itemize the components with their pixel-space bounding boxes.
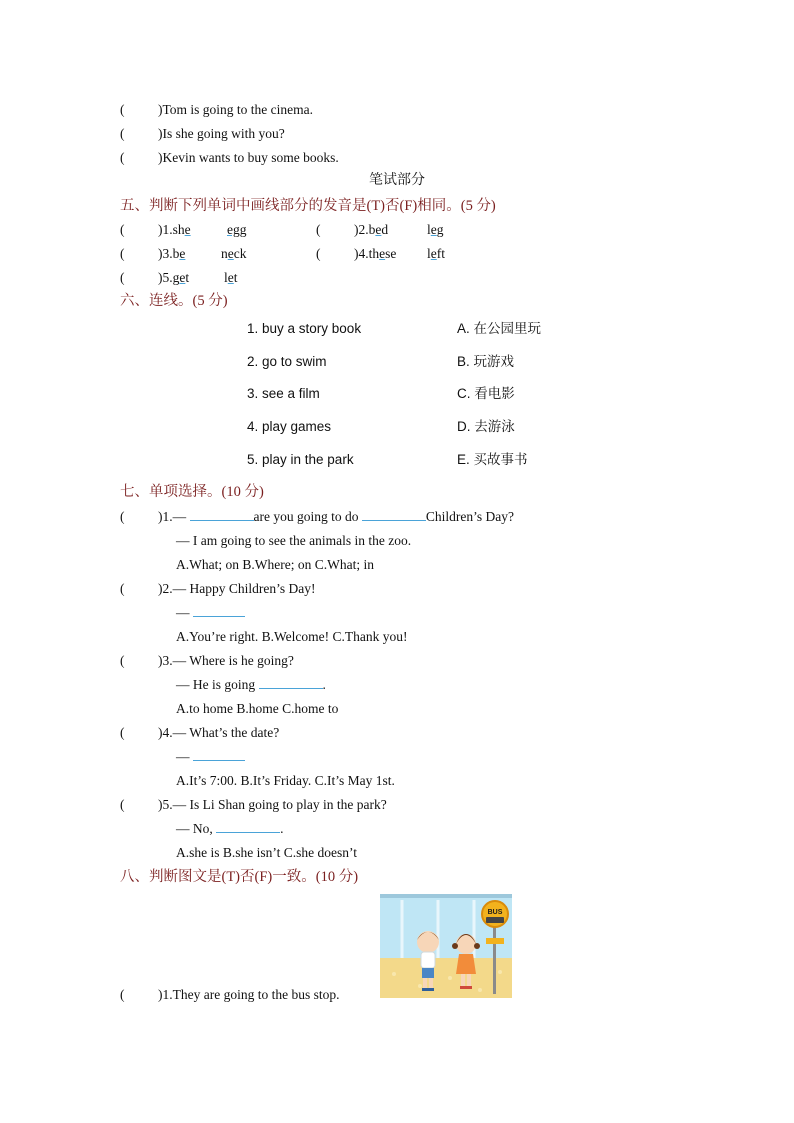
phonics-item-3: ( )3.be neck <box>120 246 247 261</box>
word2: leg <box>427 222 444 237</box>
match-right-c[interactable]: C. 看电影 <box>457 386 515 401</box>
answer-blank[interactable] <box>216 820 280 833</box>
match-left-4[interactable]: 4. play games <box>247 419 332 434</box>
mc-question-2: ( )2.— Happy Children’s Day! <box>120 581 316 596</box>
match-right-e[interactable]: E. 买故事书 <box>457 452 528 467</box>
mc-q4-options: A.It’s 7:00. B.It’s Friday. C.It’s May 1st. <box>176 773 395 788</box>
listening-item-2: ( )Is she going with you? <box>120 126 285 141</box>
match-left-2[interactable]: 2. go to swim <box>247 354 327 369</box>
mc-question-3: ( )3.— Where is he going? <box>120 653 294 668</box>
mc-q4-reply: — <box>176 748 245 766</box>
mc-q2-options: A.You’re right. B.Welcome! C.Thank you! <box>176 629 408 644</box>
mc-q3-reply: — He is going . <box>176 677 326 692</box>
match-left-1[interactable]: 1. buy a story book <box>247 321 362 336</box>
listening-item-3: ( )Kevin wants to buy some books. <box>120 150 339 165</box>
mc-q3-options: A.to home B.home C.home to <box>176 701 339 716</box>
underlined-letter: e <box>184 222 191 237</box>
svg-text:BUS: BUS <box>487 909 503 916</box>
written-section-header: 笔试部分 <box>369 173 425 188</box>
answer-blank[interactable] <box>193 748 245 761</box>
underlined-letter: e <box>179 270 186 285</box>
mc-q1-reply: — I am going to see the animals in the zoo. <box>176 533 412 548</box>
match-right-b[interactable]: B. 玩游戏 <box>457 354 515 369</box>
mc-q1-options: A.What; on B.Where; on C.What; in <box>176 557 374 572</box>
mc-q5-options: A.she is B.she isn’t C.she doesn’t <box>176 845 358 860</box>
match-right-d[interactable]: D. 去游泳 <box>457 419 515 434</box>
answer-blank[interactable] <box>362 508 426 521</box>
phonics-item-5: ( )5.get let <box>120 270 238 285</box>
section-6-title: 六、连线。(5 分) <box>120 293 228 309</box>
word2: egg <box>227 222 247 237</box>
picture-question-1: ( )1.They are going to the bus stop. <box>120 987 340 1002</box>
mc-q2-reply: — <box>176 604 245 622</box>
ground <box>380 958 512 998</box>
mc-question-5: ( )5.— Is Li Shan going to play in the park? <box>120 797 387 812</box>
section-7-title: 七、单项选择。(10 分) <box>120 484 264 500</box>
answer-blank[interactable] <box>259 676 323 689</box>
section-8-title: 八、判断图文是(T)否(F)一致。(10 分) <box>120 869 359 885</box>
phonics-item-4: ( )4.these left <box>316 246 446 261</box>
word2: left <box>427 246 446 261</box>
mc-question-4: ( )4.— What’s the date? <box>120 725 280 740</box>
underlined-letter: e <box>379 246 386 261</box>
mc-question-1: ( )1.— are you going to do Children’s Day? <box>120 509 514 524</box>
underlined-letter: e <box>179 246 186 261</box>
section-5-title: 五、判断下列单词中画线部分的发音是(T)否(F)相同。(5 分) <box>120 198 496 214</box>
phonics-item-2: ( )2.bed leg <box>316 222 444 237</box>
match-left-3[interactable]: 3. see a film <box>247 386 320 401</box>
phonics-item-1: ( )1.she egg <box>120 222 247 237</box>
word2: neck <box>221 246 247 261</box>
mc-q5-reply: — No, . <box>176 821 284 836</box>
underlined-letter: e <box>375 222 382 237</box>
word2: let <box>224 270 238 285</box>
listening-item-1: ( )Tom is going to the cinema. <box>120 102 314 117</box>
answer-blank[interactable] <box>193 604 245 617</box>
bus-stop-illustration <box>380 894 512 998</box>
match-left-5[interactable]: 5. play in the park <box>247 452 354 467</box>
match-right-a[interactable]: A. 在公园里玩 <box>457 321 542 336</box>
answer-blank[interactable] <box>190 508 254 521</box>
